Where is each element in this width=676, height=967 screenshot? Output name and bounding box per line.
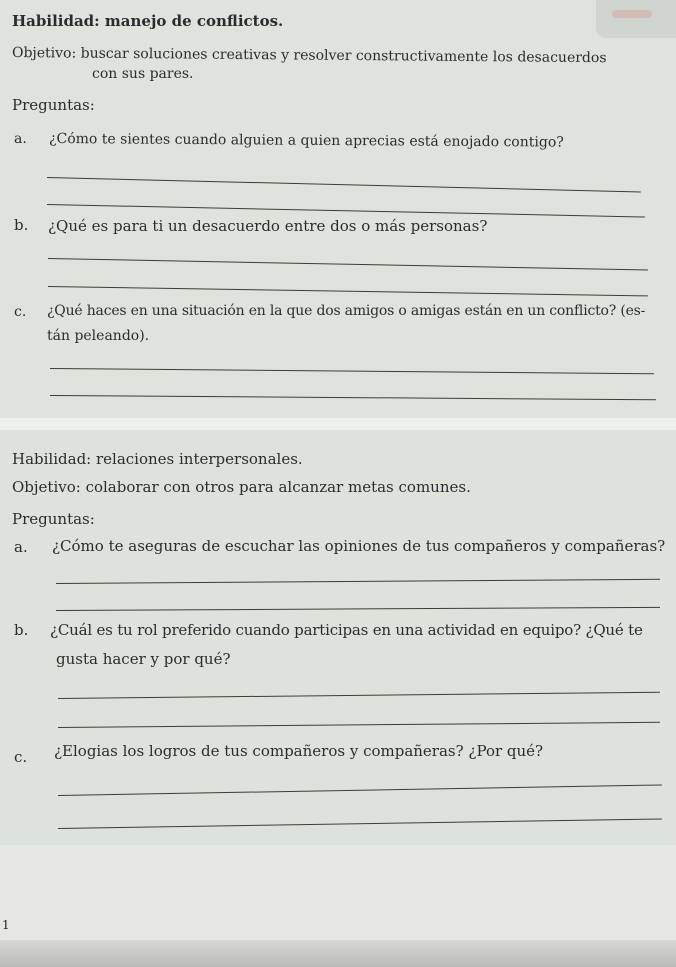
section-2-skill: Habilidad: relaciones interpersonales. (12, 450, 303, 468)
question-1b-letter: b. (14, 216, 29, 234)
question-1c-text: ¿Qué haces en una situación en la que dos amigos o amigas están en un conflicto? (es- (47, 303, 646, 319)
question-2c-text: ¿Elogias los logros de tus compañeros y compañeras? ¿Por qué? (54, 742, 544, 760)
corner-tab (596, 0, 676, 38)
question-2b-letter: b. (14, 621, 29, 639)
section-1-objective-line2: con sus pares. (92, 66, 194, 82)
question-2b-text: ¿Cuál es tu rol preferido cuando participas en una actividad en equipo? ¿Qué te (50, 621, 643, 639)
section-1-questions-label: Preguntas: (12, 96, 95, 114)
question-2c-letter: c. (14, 748, 28, 766)
page-bottom-edge (0, 940, 676, 967)
question-2a-text: ¿Cómo te aseguras de escuchar las opiniones de tus compañeros y compañeras? (52, 537, 666, 555)
section-2-objective: Objetivo: colaborar con otros para alcanzar metas comunes. (12, 478, 471, 496)
question-1c-letter: c. (14, 304, 27, 320)
question-1a-text: ¿Cómo te sientes cuando alguien a quien aprecias está enojado contigo? (48, 131, 564, 151)
section-2-questions-label: Preguntas: (12, 510, 95, 528)
section-1-objective-line1: Objetivo: buscar soluciones creativas y resolver constructivamente los desacuerdos (11, 45, 607, 67)
question-2b-continuation: gusta hacer y por qué? (56, 650, 231, 668)
question-1a-letter: a. (14, 131, 27, 147)
page-mark: 1 (2, 918, 10, 932)
question-2a-letter: a. (14, 538, 28, 556)
section-divider (0, 418, 676, 430)
section-1-skill: Habilidad: manejo de conflictos. (12, 12, 284, 30)
question-1c-continuation: tán peleando). (47, 328, 150, 344)
question-1b-text: ¿Qué es para ti un desacuerdo entre dos o más personas? (48, 217, 488, 235)
